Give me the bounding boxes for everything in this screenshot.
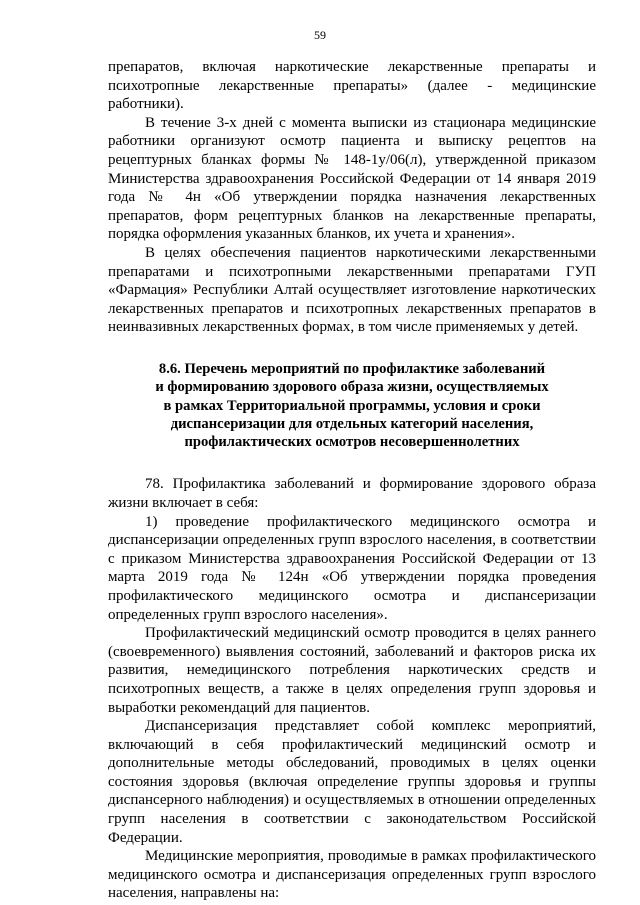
paragraph: В течение 3-х дней с момента выписки из стационара медицинские работники организуют осмотр пациента и выписку рецептов на рецептурных бланках формы № 148-1у/06(л), утвержденной приказом Министерства здравоохранения Российской Федерации от 14 января 2019 года № 4н «Об утверждении порядка назначения лекарственных препаратов, форм рецептурных бланков на лекарственные препараты, порядка оформления указанных бланков, их учета и хранения». — [108, 114, 596, 243]
section-heading-line: диспансеризации для отдельных категорий населения, — [170, 415, 534, 432]
paragraphs-after-heading — [108, 475, 596, 903]
paragraphs-before-heading — [108, 58, 596, 337]
section-heading-line: 8.6. Перечень мероприятий по профилактике заболеваний — [158, 360, 546, 377]
page-number: 59 — [314, 28, 326, 42]
section-heading — [108, 360, 596, 451]
paragraph: В целях обеспечения пациентов наркотическими лекарственными препаратами и психотропными лекарственными препаратами ГУП «Фармация» Республики Алтай осуществляет изготовление наркотических лекарственных препаратов и психотропных лекарственных препаратов в неинвазивных лекарственных формах, в том числе применяемых у детей. — [108, 244, 596, 336]
paragraph: 78. Профилактика заболеваний и формирование здорового образа жизни включает в себя: — [108, 476, 596, 511]
paragraph: Диспансеризация представляет собой комплекс мероприятий, включающий в себя профилактический медицинский осмотр и дополнительные методы обследований, проводимых в целях оценки состояния здоровья (включая определение группы здоровья и группы диспансерного наблюдения) и осуществляемых в отношении определенных групп населения в соответствии с законодательством Российской Федерации. — [108, 718, 596, 846]
paragraph: Медицинские мероприятия, проводимые в рамках профилактического медицинского осмотра и диспансеризация определенных групп взрослого населения, направлены на: — [108, 848, 596, 902]
section-heading-line: в рамках Территориальной программы, условия и сроки — [163, 397, 541, 414]
paragraph: 1) проведение профилактического медицинского осмотра и диспансеризации определенных групп взрослого населения, в соответствии с приказом Министерства здравоохранения Российской Федерации от 13 марта 2019 года № 124н «Об утверждении порядка проведения профилактического медицинского осмотра и диспансеризации определенных групп взрослого населения». — [108, 513, 596, 623]
section-heading-line: профилактических осмотров несовершеннолетних — [184, 434, 520, 451]
document-body — [108, 58, 596, 903]
paragraph: препаратов, включая наркотические лекарственные препараты и психотропные лекарственные препараты» (далее - медицинские работники). — [108, 59, 596, 113]
paragraph: Профилактический медицинский осмотр проводится в целях раннего (своевременного) выявления состояний, заболеваний и факторов риска их развития, немедицинского потребления наркотических средств и психотропных веществ, а также в целях определения групп здоровья и выработки рекомендаций для пациентов. — [108, 625, 596, 716]
section-heading-line: и формированию здорового образа жизни, осуществляемых — [155, 379, 549, 396]
